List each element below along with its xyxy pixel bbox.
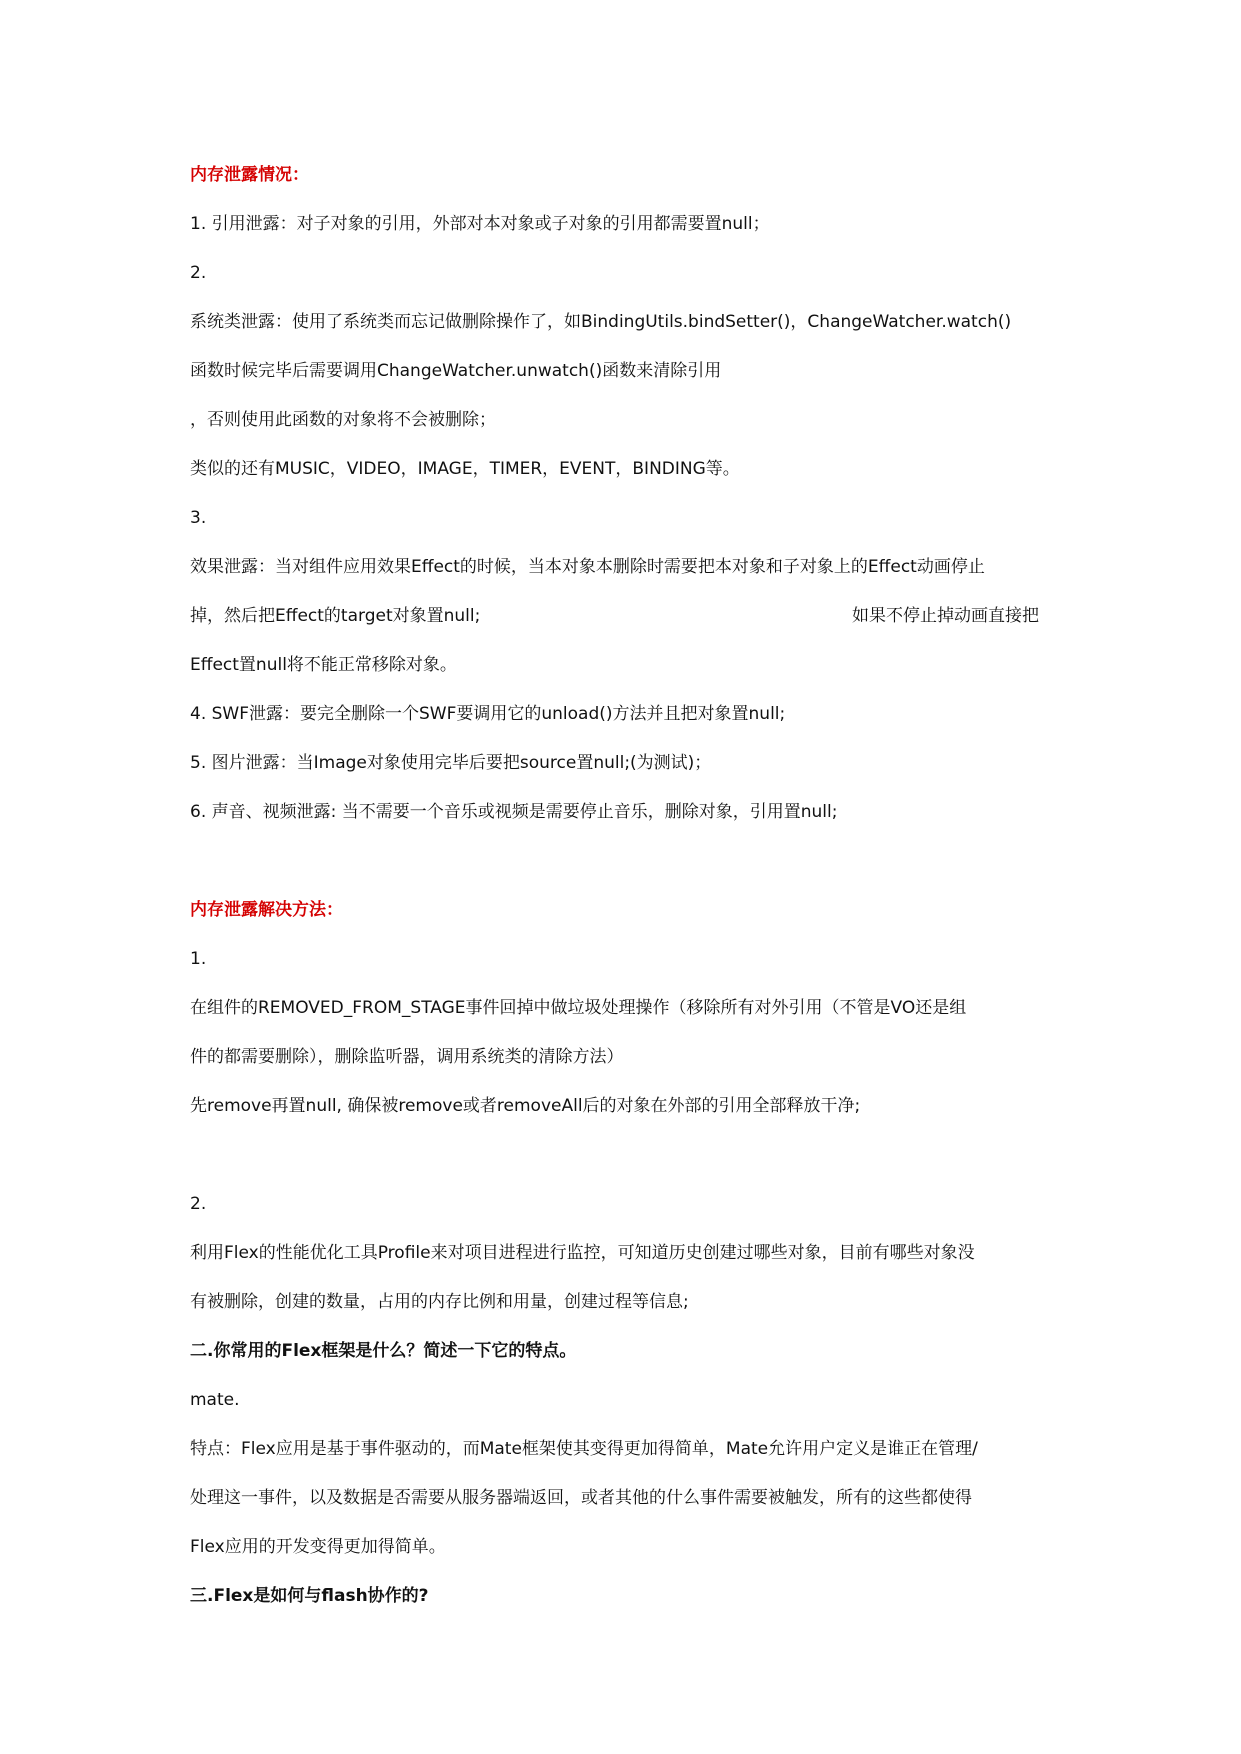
leak-item-2-number: 2. — [190, 263, 207, 283]
leak-item-4: 4. SWF泄露：要完全删除一个SWF要调用它的unload()方法并且把对象置null; — [190, 704, 786, 724]
leak-item-3-line-3: Effect置null将不能正常移除对象。 — [190, 655, 457, 675]
leak-item-3-line-1: 效果泄露：当对组件应用效果Effect的时候，当本对象本删除时需要把本对象和子对象上的Effect动画停止 — [190, 557, 985, 577]
leak-item-6: 6. 声音、视频泄露: 当不需要一个音乐或视频是需要停止音乐，删除对象，引用置null; — [190, 802, 838, 822]
question-2-features-line-1: 特点：Flex应用是基于事件驱动的，而Mate框架使其变得更加得简单，Mate允许用户定义是谁正在管理/ — [190, 1439, 978, 1459]
question-2-heading: 二.你常用的Flex框架是什么？简述一下它的特点。 — [190, 1341, 577, 1361]
leak-item-3-number: 3. — [190, 508, 207, 528]
leak-item-2-line-4: 类似的还有MUSIC，VIDEO，IMAGE，TIMER，EVENT，BINDING等。 — [190, 459, 740, 479]
leak-item-5: 5. 图片泄露：当Image对象使用完毕后要把source置null;(为测试)； — [190, 753, 712, 773]
question-3-heading: 三.Flex是如何与flash协作的? — [190, 1586, 429, 1606]
solution-item-1-line-1: 在组件的REMOVED_FROM_STAGE事件回掉中做垃圾处理操作（移除所有对外引用（不管是VO还是组 — [190, 998, 967, 1018]
question-2-answer: mate. — [190, 1390, 240, 1410]
question-2-features-line-3: Flex应用的开发变得更加得简单。 — [190, 1537, 446, 1557]
leak-item-3-line-2-left: 掉，然后把Effect的target对象置null; — [190, 606, 481, 626]
leak-item-2-line-3: ，否则使用此函数的对象将不会被删除； — [190, 410, 496, 430]
solution-item-1-number: 1. — [190, 949, 207, 969]
solution-item-1-line-2: 件的都需要删除），删除监听器，调用系统类的清除方法） — [190, 1047, 624, 1067]
section-heading-leak-solutions: 内存泄露解决方法： — [190, 900, 343, 920]
question-2-features-line-2: 处理这一事件，以及数据是否需要从服务器端返回，或者其他的什么事件需要被触发，所有的这些都使得 — [190, 1488, 972, 1508]
solution-item-2-line-2: 有被删除，创建的数量，占用的内存比例和用量，创建过程等信息; — [190, 1292, 689, 1312]
solution-item-2-number: 2. — [190, 1194, 207, 1214]
leak-item-1: 1. 引用泄露：对子对象的引用，外部对本对象或子对象的引用都需要置null； — [190, 214, 770, 234]
leak-item-2-line-1: 系统类泄露：使用了系统类而忘记做删除操作了，如BindingUtils.bindSetter()，ChangeWatcher.watch() — [190, 312, 1012, 332]
section-heading-memory-leak-cases: 内存泄露情况： — [190, 165, 309, 185]
solution-item-2-line-1: 利用Flex的性能优化工具Profile来对项目进程进行监控，可知道历史创建过哪些对象，目前有哪些对象没 — [190, 1243, 975, 1263]
leak-item-2-line-2: 函数时候完毕后需要调用ChangeWatcher.unwatch()函数来清除引用 — [190, 361, 722, 381]
leak-item-3-line-2-right: 如果不停止掉动画直接把 — [852, 606, 1039, 626]
solution-item-1-line-3: 先remove再置null, 确保被remove或者removeAll后的对象在外部的引用全部释放干净; — [190, 1096, 861, 1116]
